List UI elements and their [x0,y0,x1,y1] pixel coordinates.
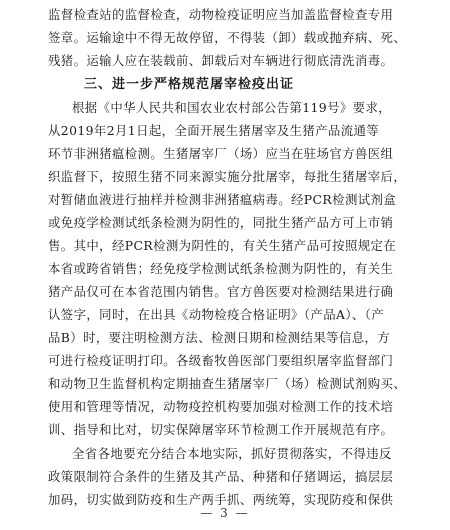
body-text-line: 或免疫学检测试纸条检测为阴性的，同批生猪产品方可上市销 [48,215,394,230]
body-text-line: 政策限制符合条件的生猪及其产品、种猪和仔猪调运，搞层层 [48,469,394,484]
body-text-line: 从2019年2月1日起，全面开展生猪屠宰及生猪产品流通等 [48,123,380,138]
body-text-line: 认签字，同时，在出具《动物检疫合格证明》（产品A）、（产 [48,307,385,322]
body-text-line: 本省或跨省销售；经免疫学检测试纸条检测为阴性的，有关生 [48,261,394,276]
body-text-line: 加码，切实做到防疫和生产两手抓、两统筹，实现防疫和保供 [48,492,394,507]
paragraph-first-line: 全省各地要充分结合本地实际，抓好贯彻落实，不得违反 [72,446,392,461]
body-text-line: 训、指导和比对，切实保障屠宰环节检测工作开展规范有序。 [48,422,394,437]
body-text-line: 售。其中，经PCR检测为阴性的，有关生猪产品可按照规定在 [48,238,397,253]
section-heading: 三、进一步严格规范屠宰检疫出证 [84,77,295,92]
body-text-line: 对暂储血液进行抽样并检测非洲猪瘟病毒。经PCR检测试剂盒 [48,192,397,207]
body-text-line: 环节非洲猪瘟检测。生猪屠宰厂（场）应当在驻场官方兽医组 [48,146,394,161]
body-text-line: 监督检查站的监督检查，动物检疫证明应当加盖监督检查专用 [48,7,394,22]
body-text-line: 可进行检疫证明打印。各级畜牧兽医部门要组织屠宰监督部门 [48,353,394,368]
body-text-line: 猪产品仅可在本省范围内销售。官方兽医要对检测结果进行确 [48,284,394,299]
body-text-line: 织监督下，按照生猪不同来源实施分批屠宰，每批生猪屠宰后， [48,169,407,184]
page-number: — 3 — [200,506,250,520]
body-text-line: 品B）时，要注明检测方法、检测日期和检测结果等信息，方 [48,330,391,345]
body-text-line: 残猪。运输人应在装载前、卸载后对车辆进行彻底清洗消毒。 [48,53,394,68]
body-text-line: 使用和管理等情况，动物疫控机构要加强对检测工作的技术培 [48,399,394,414]
body-text-line: 和动物卫生监督机构定期抽查生猪屠宰厂（场）检测试剂购买、 [48,376,407,391]
paragraph-first-line: 根据《中华人民共和国农业农村部公告第119号》要求， [72,100,392,115]
body-text-line: 签章。运输途中不得无故停留，不得装（卸）载或抛弃病、死、 [48,30,407,45]
